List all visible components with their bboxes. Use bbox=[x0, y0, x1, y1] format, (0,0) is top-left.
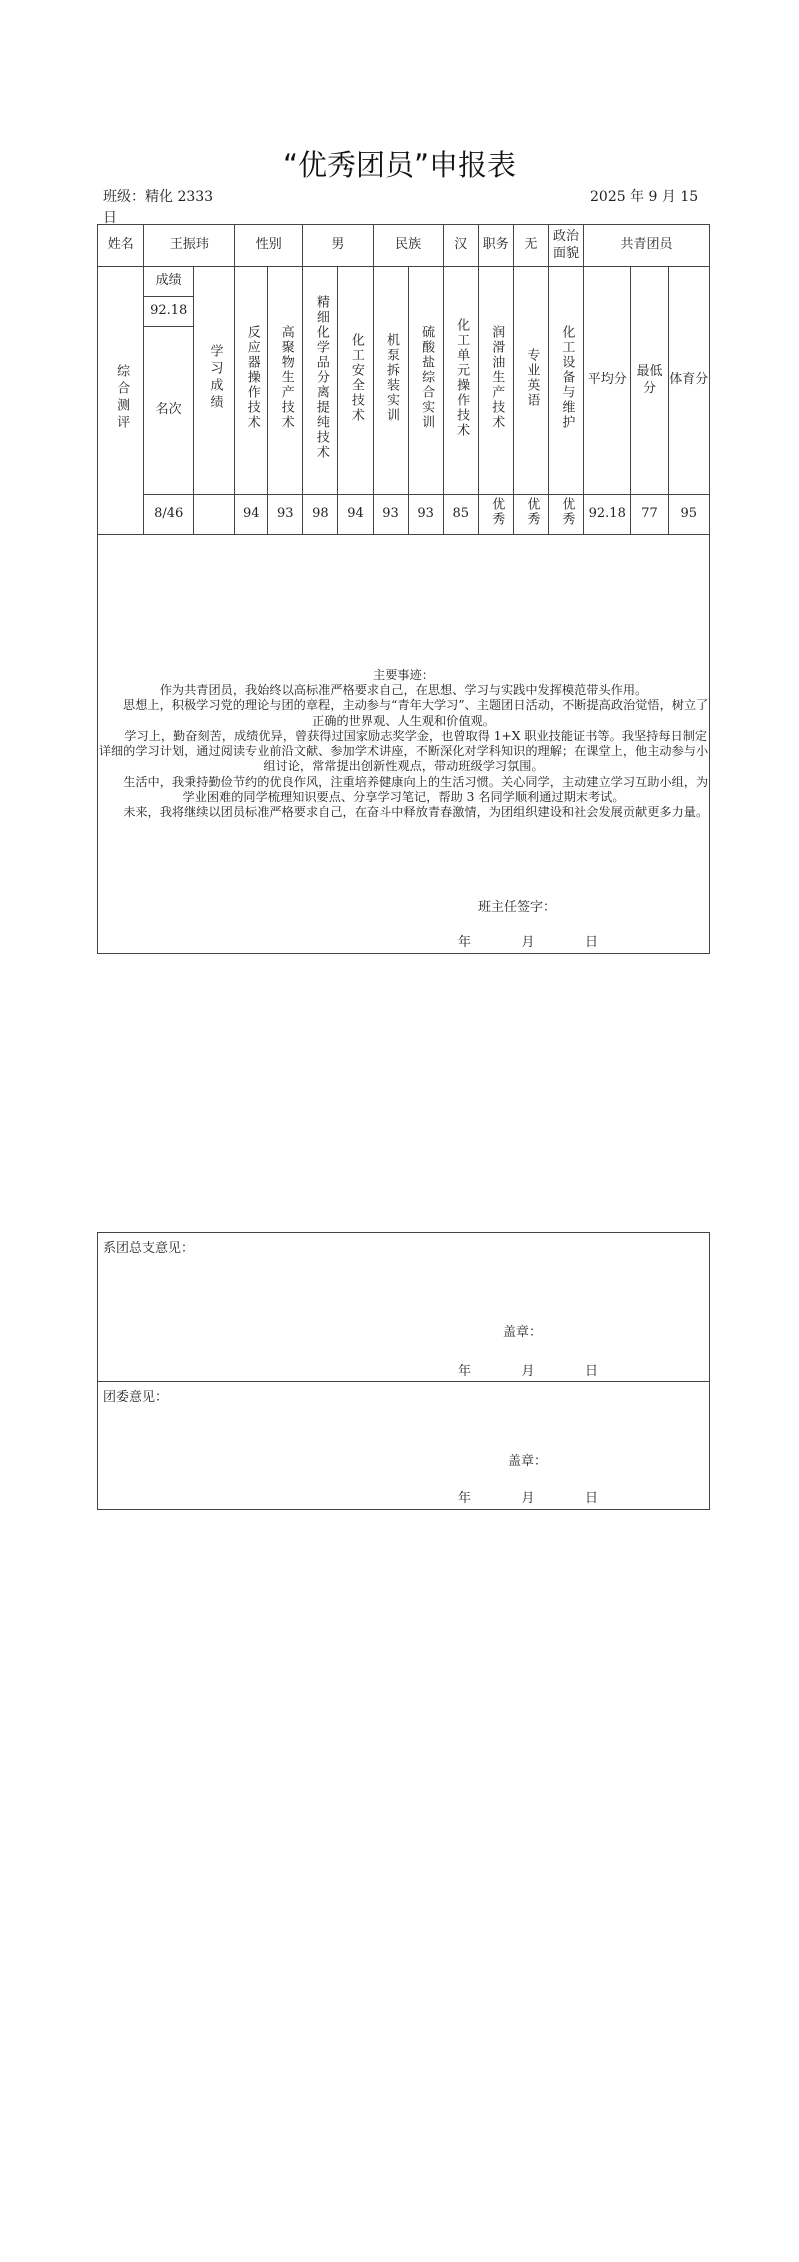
opinion-form bbox=[97, 1232, 710, 1510]
league-opinion-label: 团委意见： bbox=[103, 1390, 169, 1405]
average-value: 92.18 bbox=[584, 495, 631, 535]
subject-header: 硫酸盐综合实训 bbox=[408, 267, 443, 495]
subject-score: 优秀 bbox=[513, 495, 548, 535]
deeds-paragraph: 学习上，勤奋刻苦，成绩优异，曾获得过国家励志奖学金，也曾取得 1+X 职业技能证书等。我坚持每日制定详细的学习计划，通过阅读专业前沿文献、参加学术讲座，不断深化对学科知识的理解；在课堂上，他主动参与小组讨论，常常提出创新性观点，带动班级学习氛围。 bbox=[98, 728, 709, 774]
rank-value: 8/46 bbox=[144, 495, 194, 535]
class-info: 班级：精化 2333 bbox=[103, 189, 214, 205]
branch-opinion-date bbox=[458, 1360, 598, 1379]
subject-score: 94 bbox=[235, 495, 268, 535]
duty-value: 无 bbox=[513, 225, 548, 267]
deeds-heading: 主要事迹： bbox=[373, 667, 434, 682]
subject-header: 润滑油生产技术 bbox=[478, 267, 513, 495]
year-label: 年 bbox=[458, 935, 472, 950]
lowest-value: 77 bbox=[631, 495, 668, 535]
ethnic-value: 汉 bbox=[443, 225, 478, 267]
duty-label: 职务 bbox=[478, 225, 513, 267]
deeds-paragraph: 未来，我将继续以团员标准严格要求自己，在奋斗中释放青春激情，为团组织建设和社会发展贡献更多力量。 bbox=[123, 805, 709, 819]
day-label: 日 bbox=[584, 1364, 598, 1379]
month-label: 月 bbox=[521, 935, 535, 950]
subject-header: 高聚物生产技术 bbox=[268, 267, 303, 495]
politics-value: 共青团员 bbox=[584, 225, 710, 267]
name-label: 姓名 bbox=[98, 225, 144, 267]
subject-header: 化工单元操作技术 bbox=[443, 267, 478, 495]
pe-value: 95 bbox=[668, 495, 709, 535]
subject-score: 98 bbox=[303, 495, 338, 535]
deeds-paragraph: 生活中，我秉持勤俭节约的优良作风，注重培养健康向上的生活习惯。关心同学，主动建立学习互助小组，为学业困难的同学梳理知识要点、分享学习笔记，帮助 3 名同学顺利通过期末考试。 bbox=[123, 774, 709, 804]
form-date-day: 日 bbox=[103, 210, 117, 226]
teacher-signature-label: 班主任签字： bbox=[478, 900, 557, 915]
study-score-cell bbox=[193, 495, 234, 535]
form-title: “优秀团员”申报表 bbox=[282, 148, 517, 182]
lowest-label: 最低分 bbox=[631, 267, 668, 495]
gender-value: 男 bbox=[303, 225, 373, 267]
league-opinion-date bbox=[458, 1487, 598, 1506]
league-seal-label: 盖章： bbox=[508, 1454, 548, 1469]
month-label: 月 bbox=[521, 1491, 535, 1506]
ethnic-label: 民族 bbox=[373, 225, 443, 267]
subject-header: 化工设备与维护 bbox=[548, 267, 583, 495]
subject-score: 优秀 bbox=[478, 495, 513, 535]
day-label: 日 bbox=[584, 1491, 598, 1506]
study-score-label: 学习成绩 bbox=[193, 267, 234, 495]
subject-header: 反应器操作技术 bbox=[235, 267, 268, 495]
subject-header: 精细化学品分离提纯技术 bbox=[303, 267, 338, 495]
signature-date bbox=[458, 935, 598, 951]
subject-header: 机泵拆装实训 bbox=[373, 267, 408, 495]
politics-label: 政治面貌 bbox=[548, 225, 583, 267]
subject-header: 专业英语 bbox=[513, 267, 548, 495]
gender-label: 性别 bbox=[235, 225, 303, 267]
application-form bbox=[97, 224, 710, 954]
info-row bbox=[98, 225, 710, 267]
rank-label: 名次 bbox=[144, 327, 194, 495]
grade-label: 成绩 bbox=[144, 267, 194, 297]
evaluation-label: 综合测评 bbox=[98, 267, 144, 535]
main-deeds-cell bbox=[98, 535, 710, 954]
day-label: 日 bbox=[584, 935, 598, 950]
subject-score: 93 bbox=[373, 495, 408, 535]
name-value: 王振玮 bbox=[144, 225, 235, 267]
subject-header: 化工安全技术 bbox=[338, 267, 373, 495]
league-opinion-cell bbox=[98, 1382, 710, 1510]
deeds-paragraph: 作为共青团员，我始终以高标准严格要求自己，在思想、学习与实践中发挥模范带头作用。 bbox=[159, 683, 648, 697]
branch-opinion-cell bbox=[98, 1233, 710, 1382]
score-row bbox=[98, 495, 710, 535]
subject-score: 93 bbox=[268, 495, 303, 535]
average-label: 平均分 bbox=[584, 267, 631, 495]
branch-opinion-label: 系团总支意见： bbox=[103, 1241, 195, 1256]
grade-value: 92.18 bbox=[144, 297, 194, 327]
subject-score: 93 bbox=[408, 495, 443, 535]
subject-score: 85 bbox=[443, 495, 478, 535]
form-date: 2025 年 9 月 15 bbox=[590, 189, 699, 205]
branch-seal-label: 盖章： bbox=[503, 1325, 543, 1340]
month-label: 月 bbox=[521, 1364, 535, 1379]
subject-score: 优秀 bbox=[548, 495, 583, 535]
subject-score: 94 bbox=[338, 495, 373, 535]
year-label: 年 bbox=[458, 1364, 472, 1379]
deeds-paragraph: 思想上，积极学习党的理论与团的章程，主动参与“青年大学习”、主题团日活动，不断提高政治觉悟，树立了正确的世界观、人生观和价值观。 bbox=[123, 698, 709, 728]
year-label: 年 bbox=[458, 1491, 472, 1506]
pe-label: 体育分 bbox=[668, 267, 709, 495]
